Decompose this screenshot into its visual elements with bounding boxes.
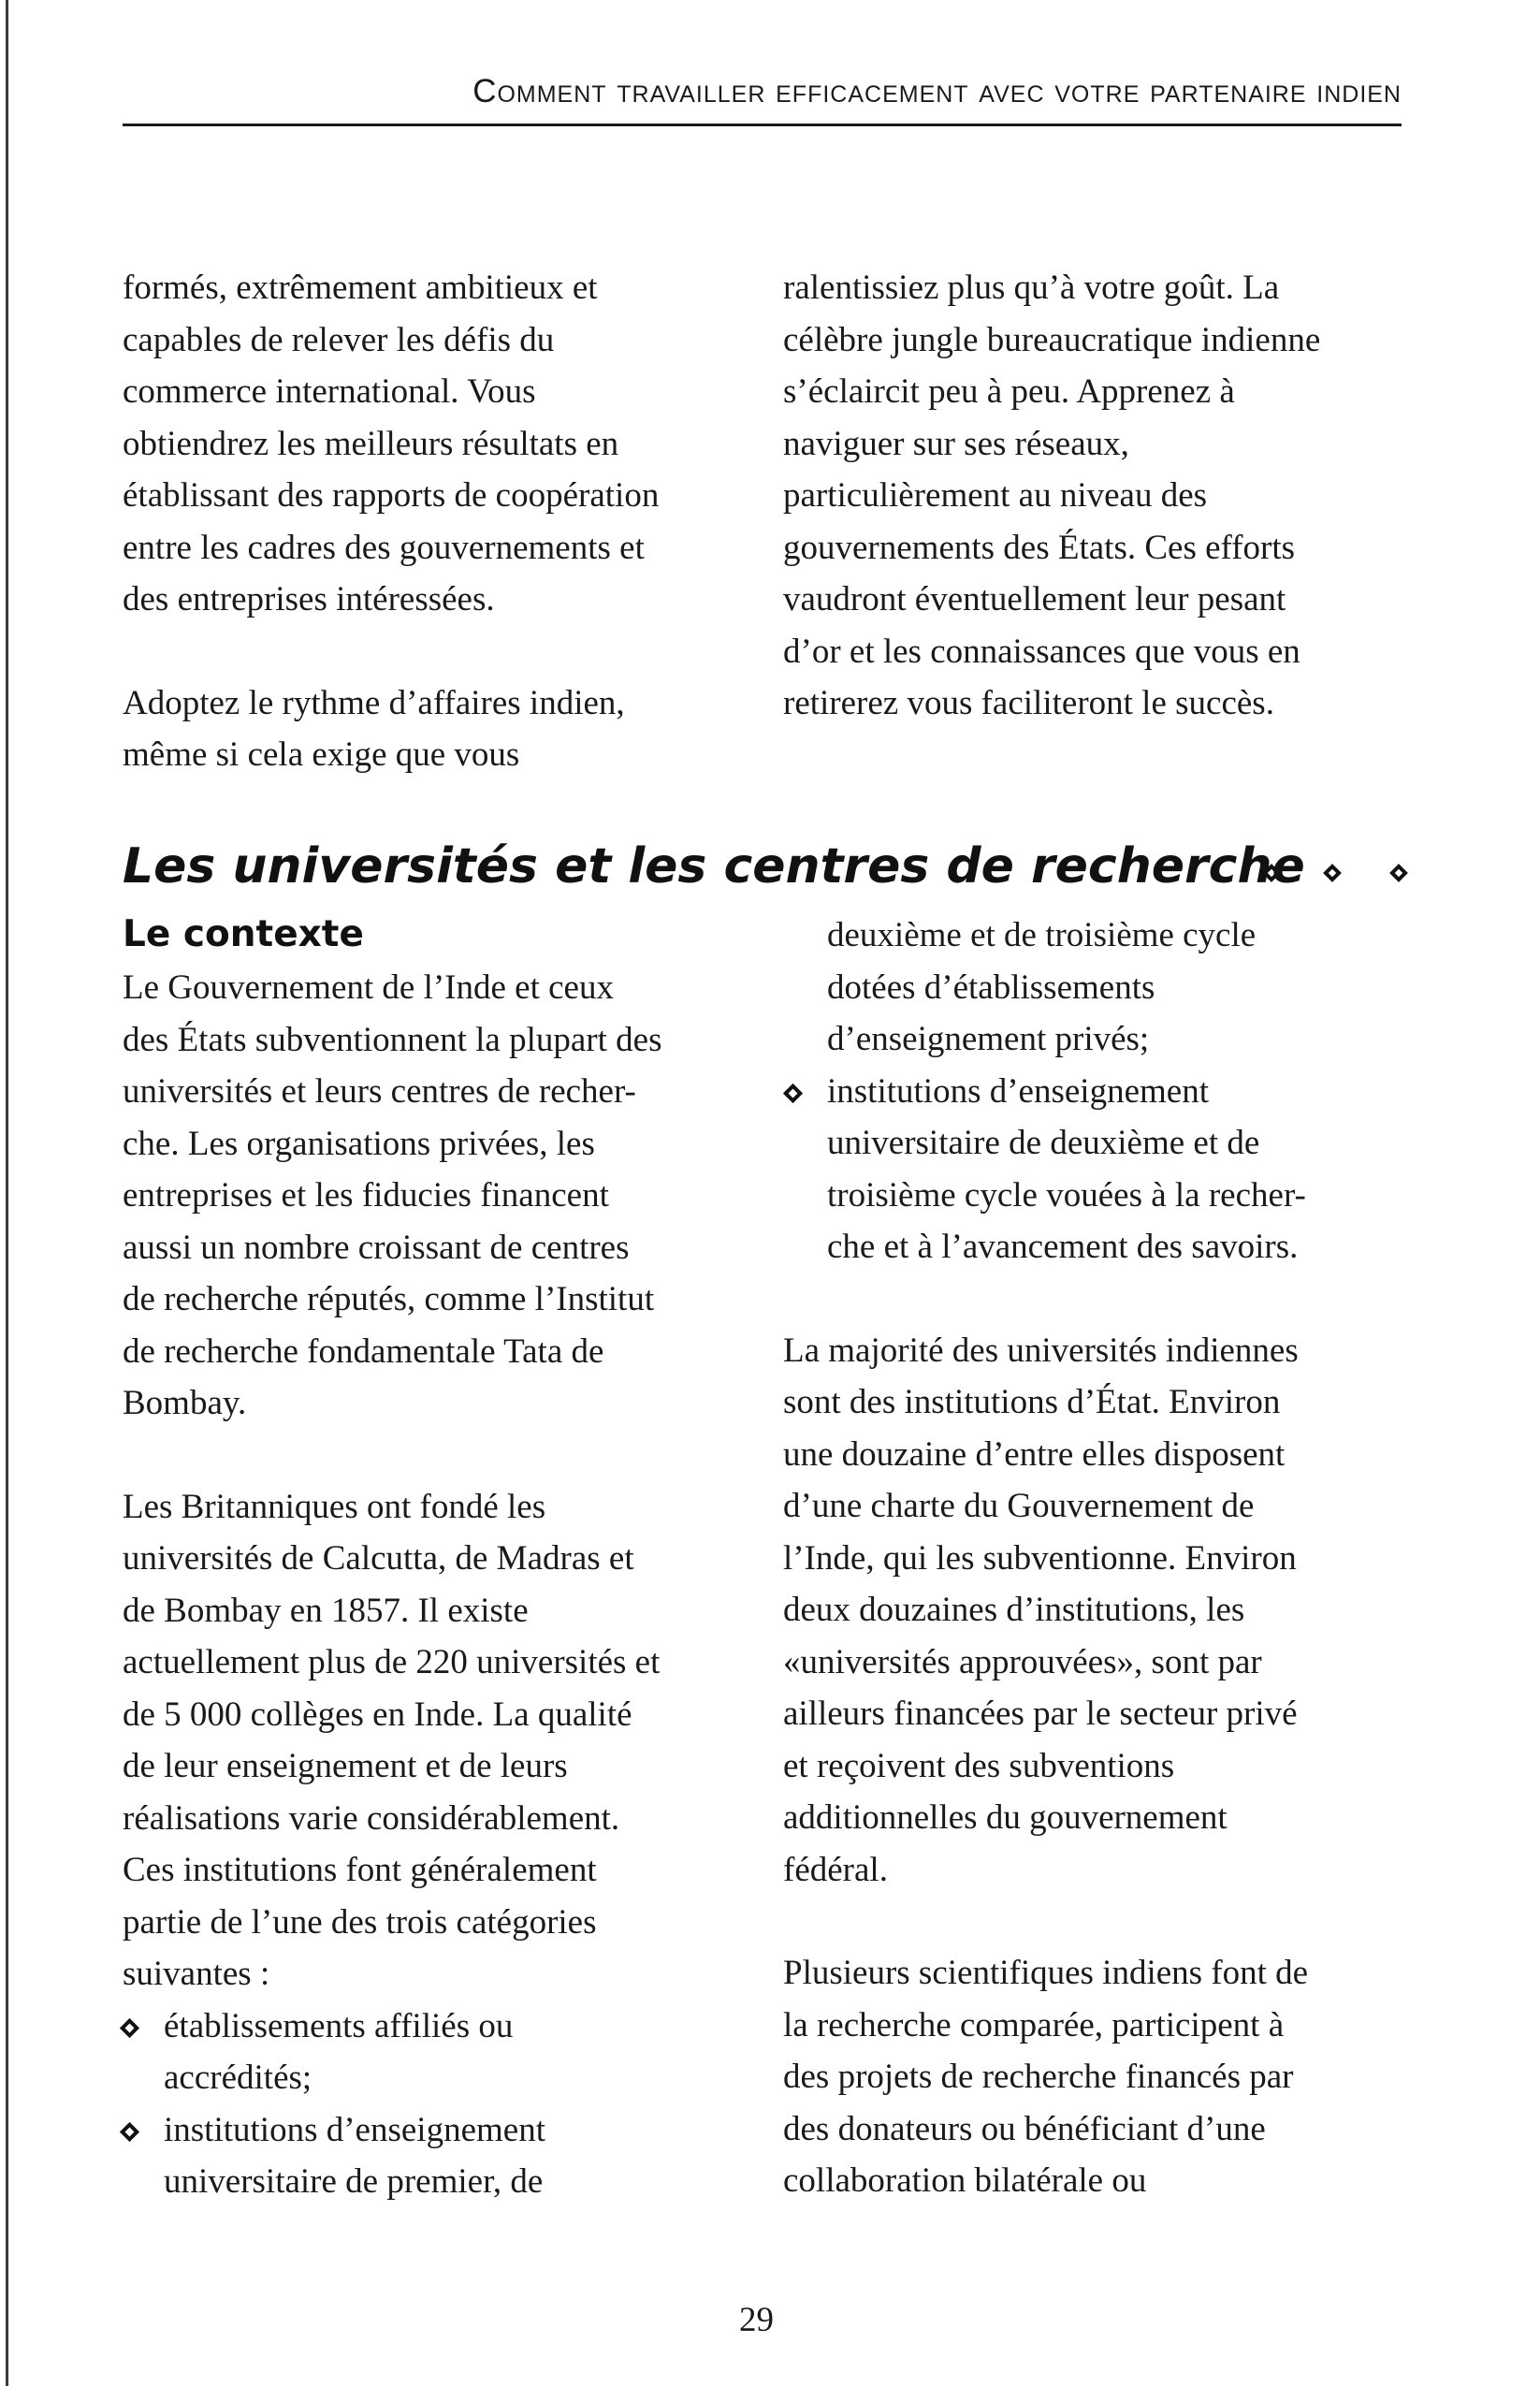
text-line: retirerez vous faciliteront le succès. (783, 684, 1274, 722)
text-line: établissements affiliés ou (164, 2006, 514, 2045)
running-head: Comment travailler efficacement avec votre partenaire indien (472, 73, 1402, 109)
top-left-column (123, 262, 768, 781)
text-line: ralentissiez plus qu’à votre goût. La (783, 269, 1280, 307)
paragraph-rythme (123, 677, 768, 781)
text-line: entreprises et les fiducies financent (123, 1176, 609, 1215)
text-line: la recherche comparée, participent à (783, 2005, 1285, 2044)
text-line: Plusieurs scientifiques indiens font de (783, 1954, 1309, 1992)
paragraph-scientifiques (783, 1947, 1438, 2207)
text-line: commerce international. Vous (123, 372, 536, 411)
text-line: che. Les organisations privées, les (123, 1124, 595, 1163)
page-edge (6, 0, 8, 2386)
text-line: universitaire de premier, de (164, 2162, 544, 2201)
text-line: Adoptez le rythme d’affaires indien, (123, 683, 625, 722)
text-line: La majorité des universités indiennes (783, 1331, 1299, 1370)
list-item (164, 2104, 777, 2208)
text-line: «universités approuvées», sont par (783, 1642, 1262, 1681)
text-line: réalisations varie considérablement. (123, 1798, 620, 1838)
bottom-left-column (123, 962, 777, 2208)
text-line: sont des institutions d’État. Environ (783, 1383, 1281, 1421)
text-line: particulièrement au niveau des (783, 476, 1208, 515)
paragraph-majorite (783, 1325, 1438, 1897)
text-line: des États subventionnent la plupart des (123, 1020, 662, 1059)
diamond-bullet-icon (120, 2017, 139, 2037)
text-line: entre les cadres des gouvernements et (123, 528, 645, 567)
text-line: vaudront éventuellement leur pesant (783, 580, 1286, 618)
text-line: Ces institutions font généralement (123, 1851, 597, 1889)
text-line: institutions d’enseignement (164, 2110, 545, 2149)
text-line: une douzaine d’entre elles disposent (783, 1434, 1286, 1474)
text-line: des projets de recherche financés par (783, 2058, 1294, 2096)
text-line: deux douzaines d’institutions, les (783, 1591, 1245, 1629)
text-line: universitaire de deuxième et de (827, 1124, 1260, 1162)
list-item (827, 1066, 1438, 1273)
diamond-bullet-icon (783, 1083, 803, 1102)
text-line: gouvernements des États. Ces efforts (783, 528, 1295, 567)
text-line: d’enseignement privés; (827, 1020, 1150, 1058)
text-line: de Bombay en 1857. Il existe (123, 1591, 529, 1630)
text-line: obtiendrez les meilleurs résultats en (123, 424, 619, 463)
text-line: célèbre jungle bureaucratique indienne (783, 320, 1321, 359)
top-right-column (783, 262, 1438, 730)
text-line: des entreprises intéressées. (123, 580, 495, 618)
text-line: capables de relever les défis du (123, 320, 555, 359)
page-number: 29 (739, 2301, 774, 2339)
text-line: partie de l’une des trois catégories (123, 1902, 597, 1942)
header-rule (123, 124, 1402, 126)
paragraph-continuation (123, 262, 768, 626)
section-title (123, 838, 1432, 895)
text-line: actuellement plus de 220 universités et (123, 1643, 661, 1681)
list-item-continuation (827, 909, 1438, 1066)
bottom-right-column (783, 909, 1438, 2207)
text-line: même si cela exige que vous (123, 735, 520, 774)
text-line: collaboration bilatérale ou (783, 2161, 1147, 2200)
paragraph-gouvernement (123, 962, 777, 1430)
list-item (164, 2000, 777, 2104)
text-line: et reçoivent des subventions (783, 1746, 1175, 1785)
text-line: formés, extrêmement ambitieux et (123, 269, 598, 307)
text-line: d’une charte du Gouvernement de (783, 1487, 1255, 1525)
text-line: ailleurs financées par le secteur privé (783, 1695, 1298, 1733)
text-line: de 5 000 collèges en Inde. La qualité (123, 1695, 632, 1734)
text-line: additionnelles du gouvernement (783, 1798, 1228, 1837)
text-line: fédéral. (783, 1850, 888, 1889)
text-line: aussi un nombre croissant de centres (123, 1228, 630, 1267)
text-line: des donateurs ou bénéficiant d’une (783, 2109, 1266, 2148)
text-line: de recherche réputés, comme l’Institut (123, 1280, 655, 1318)
text-line: l’Inde, qui les subventionne. Environ (783, 1538, 1297, 1578)
diamond-bullet-icon (120, 2121, 139, 2141)
text-line: dotées d’établissements (827, 967, 1155, 1007)
text-line: universités et leurs centres de recher- (123, 1072, 636, 1111)
text-line: Les Britanniques ont fondé les (123, 1487, 546, 1526)
text-line: naviguer sur ses réseaux, (783, 424, 1129, 463)
section-title-text: Les universités et les centres de recherche (123, 838, 1305, 895)
paragraph-britanniques (123, 1481, 777, 2000)
text-line: de leur enseignement et de leurs (123, 1747, 568, 1785)
text-line: institutions d’enseignement (827, 1071, 1209, 1111)
text-line: deuxième et de troisième cycle (827, 916, 1257, 954)
text-line: Le Gouvernement de l’Inde et ceux (123, 968, 614, 1007)
text-line: d’or et les connaissances que vous en (783, 632, 1300, 671)
paragraph-continuation-right (783, 262, 1438, 730)
text-line: Bombay. (123, 1384, 247, 1422)
subhead: Le contexte (123, 913, 364, 955)
text-line: établissant des rapports de coopération (123, 476, 660, 515)
text-line: de recherche fondamentale Tata de (123, 1331, 604, 1371)
text-line: suivantes : (123, 1955, 270, 1993)
text-line: universités de Calcutta, de Madras et (123, 1539, 634, 1578)
text-line: che et à l’avancement des savoirs. (827, 1228, 1299, 1266)
text-line: accrédités; (164, 2059, 312, 2097)
text-line: s’éclaircit peu à peu. Apprenez à (783, 372, 1235, 411)
text-line: troisième cycle vouées à la recher- (827, 1175, 1306, 1215)
